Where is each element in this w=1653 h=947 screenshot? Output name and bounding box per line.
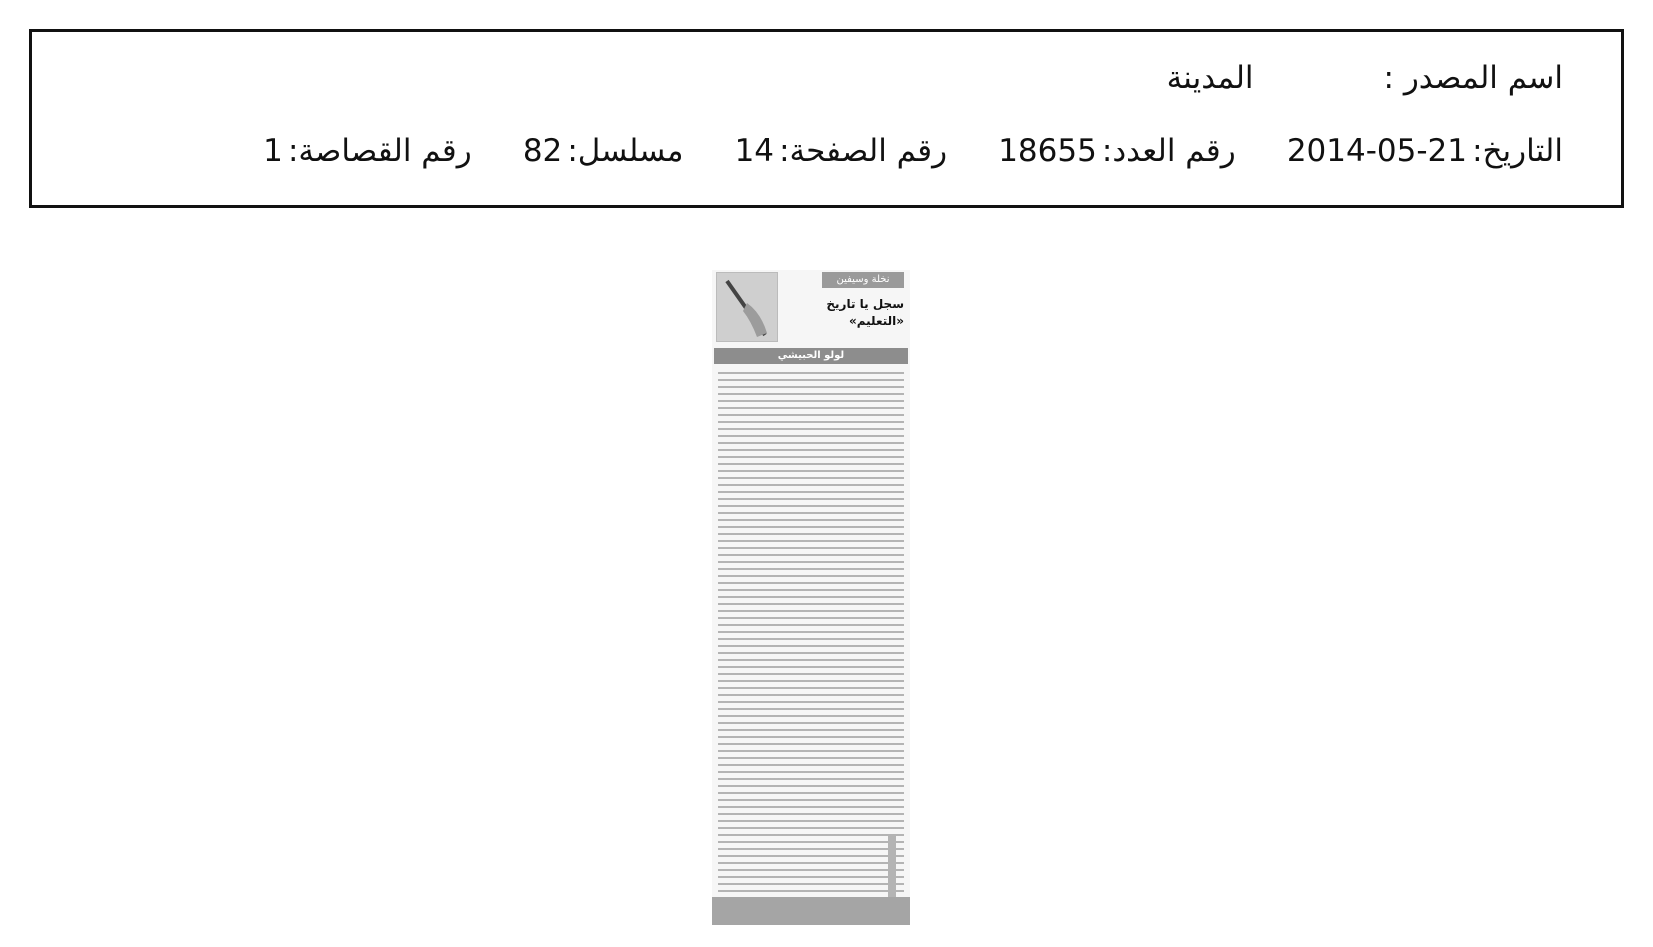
date-label: التاريخ: [1472, 133, 1563, 169]
pen-hand-image-icon [717, 273, 777, 341]
column-tag: نخلة وسيفين [822, 272, 904, 288]
details-row [263, 125, 1563, 177]
date-value: 2014-05-21 [1286, 133, 1467, 169]
metadata-box [29, 29, 1624, 208]
clip-number-label: رقم القصاصة: [287, 133, 472, 169]
serial-value: 82 [522, 133, 563, 169]
footer-contact-strip [712, 897, 910, 925]
newspaper-clipping [712, 270, 910, 925]
source-row [1167, 52, 1563, 104]
serial-label: مسلسل: [567, 133, 684, 169]
headline-line-2: «التعليم» [848, 314, 904, 328]
author-name: لولو الحبيشي [714, 348, 908, 364]
source-label: اسم المصدر : [1383, 60, 1563, 96]
issue-value: 18655 [998, 133, 1097, 169]
clip-number-value: 1 [263, 133, 283, 169]
issue-label: رقم العدد: [1101, 133, 1236, 169]
article-headline [794, 296, 904, 330]
author-photo [716, 272, 778, 342]
page-label: رقم الصفحة: [779, 133, 948, 169]
source-value: المدينة [1166, 60, 1254, 96]
article-body-text [718, 372, 904, 920]
page-value: 14 [734, 133, 775, 169]
headline-line-1: سجل يا تاريخ [826, 297, 904, 311]
